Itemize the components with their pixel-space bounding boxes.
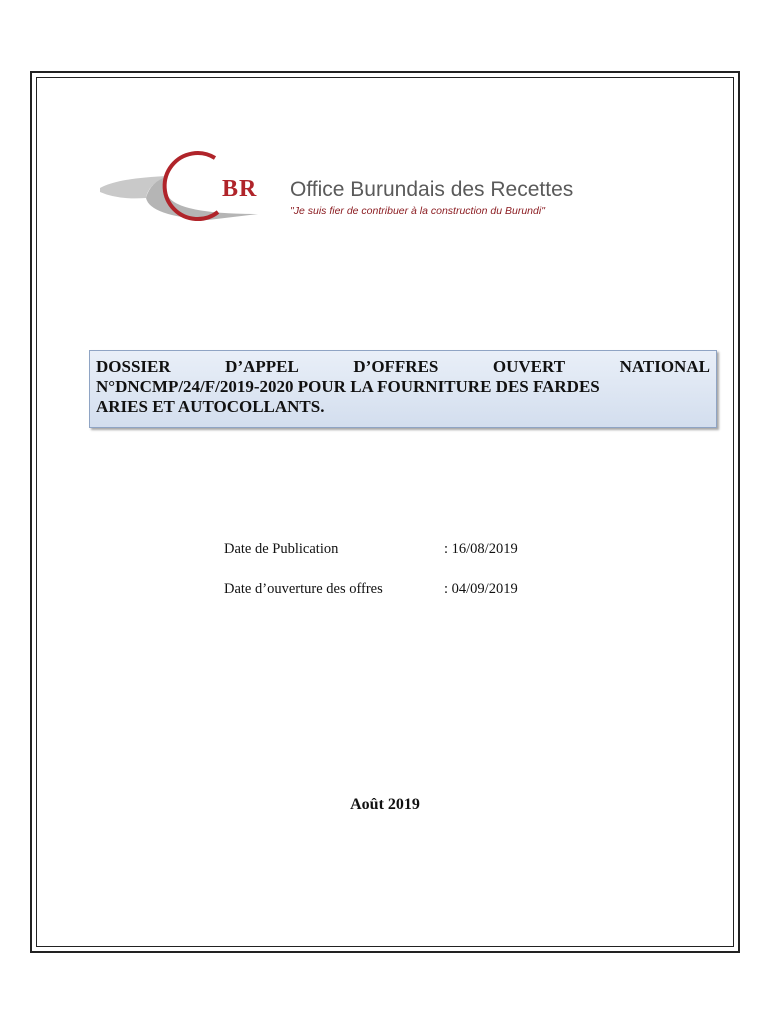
title-word: D’OFFRES <box>353 357 439 376</box>
document-title-box <box>89 350 717 428</box>
date-label: Date de Publication <box>224 541 339 557</box>
title-word: OUVERT <box>492 357 566 376</box>
title-word: NATIONAL <box>619 357 710 376</box>
logo-mark: BR <box>222 176 258 202</box>
organization-motto: "Je suis fier de contribuer à la construction du Burundi" <box>290 205 545 217</box>
title-word: DOSSIER <box>96 357 171 376</box>
title-line-3: ARIES ET AUTOCOLLANTS. <box>96 397 325 416</box>
document-month: Août 2019 <box>350 796 420 813</box>
obr-logo <box>98 148 658 228</box>
date-label: Date d’ouverture des offres <box>224 581 383 597</box>
organization-name: Office Burundais des Recettes <box>290 178 574 201</box>
date-value: : 16/08/2019 <box>444 541 518 557</box>
title-line-2: N°DNCMP/24/F/2019-2020 POUR LA FOURNITURE DES FARDES <box>96 377 600 396</box>
title-word: D’APPEL <box>225 357 299 376</box>
title-line-1 <box>96 357 710 377</box>
date-value: : 04/09/2019 <box>444 581 518 597</box>
